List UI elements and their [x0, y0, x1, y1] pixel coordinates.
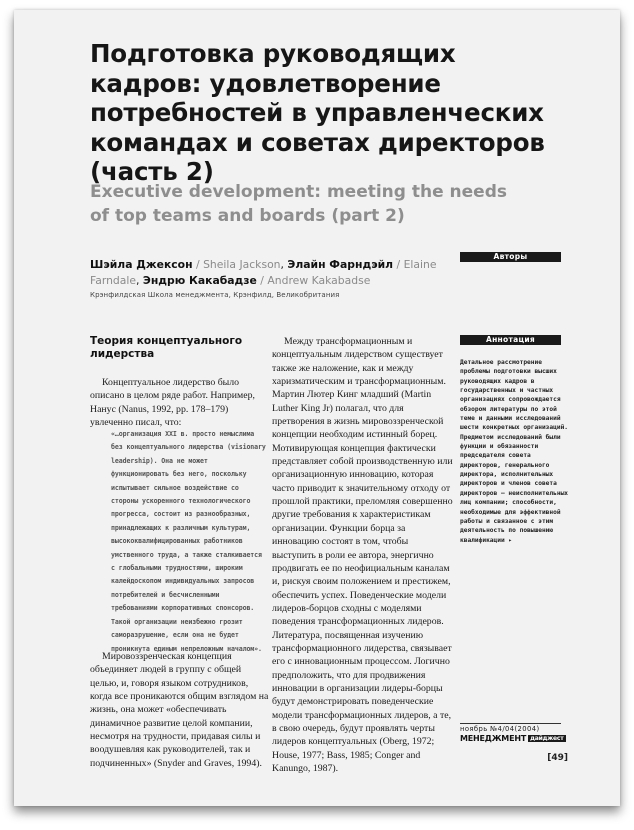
journal-brand [460, 734, 564, 743]
column-1-quote: «…организация XXI в. просто немыслима без концептуального лидерства (visionary leadership). Она не может функционировать без него, поскольку испытывает сильное воздействие со стороны ускоренного технологического прогресса, состоит из разнообразных, принадлежащих к различным культурам, высококвалифицированных работников умственного труда, а также сталкивается с глобальными трудностями, широким калейдоскопом индивидуальных запросов потребителей и бесчисленными требованиями корпоративных спонсоров. Такой организации неизбежно грозит саморазрушение, если она не будет проникнута единым непреложным началом». [111, 430, 266, 653]
authors-label-bar: Авторы [460, 252, 561, 262]
page-number: [49] [547, 753, 568, 763]
author-2-en: Elaine Farndale [90, 258, 437, 287]
author-affiliation: Крэнфилдская Школа менеджмента, Крэнфилд, Великобритания [90, 291, 340, 299]
column-2-text: Между трансформационным и концептуальным лидерством существует также же наложение, как и между харизматическим и трансформационным. Мартин Лютер Кинг младший (Martin Luther King Jr) полагал, что для претворения в жизнь мировоззренческой концепции необходим истинный борец. Мотивирующая концепция фактически представляет собой производственную или организационную инновацию, которая часто приводит к значительному отходу от прошлой практики, преломляя совершенно другие требования к характеристикам организации. Функции борца за инновацию состоят в том, чтобы выступить в роли ее автора, энергично продвигать ее по неофициальным каналам и, рискуя своим положением и престижем, обеспечить успех. Поведенческие модели лидеров-борцов сходны с моделями поведения трансформационных лидеров. Литература, посвященная изучению трансформационного лидерства, связывает его с инновационным процессом. Логично предположить, что для продвижения инновации в организации лидеры-борцы будут демонстрировать поведенческие модели трансформационных лидеров, а те, в свою очередь, будут проявлять черты лидеров концептуальных (Oberg, 1972; House, 1977; Bass, 1985; Conger and Kanungo, 1987). [272, 336, 453, 774]
section-heading: Теория концептуального лидерства [90, 335, 243, 360]
abstract-text: Детальное рассмотрение проблемы подготовки высших руководящих кадров в государственных и частных организациях сопровождается обзором литературы по этой теме и данными исследований шести конкретных организаций. Предметом исследований были функции и обязанности председателя совета директоров, генерального директора, исполнительных директоров и членов совета директоров — неисполнительных лиц компании; способности, необходимые для эффективной работы и связанное с этим деятельность по повышению квалификации ▸ [460, 359, 569, 544]
author-2-ru: Элайн Фарндэйл [287, 258, 394, 271]
issue-info: ноябрь №4/04(2004) [460, 723, 561, 733]
column-1-paragraph-1: Концептуальное лидерство было описано в целом ряде работ. Например, Нанус (Nanus, 1992, pp. 178–179) увлеченно писал, что: [90, 377, 255, 429]
article-title-english: Executive development: meeting the needs of top teams and boards (part 2) [90, 182, 507, 226]
document-page [14, 10, 620, 806]
author-list: Шэйла Джексон / Sheila Jackson, Элайн Фарндэйл / Elaine Farndale, Эндрю Какабадзе / Andrew Kakabadse [90, 258, 437, 287]
author-1-en: Sheila Jackson [203, 258, 281, 271]
journal-name: МЕНЕДЖМЕНТ [460, 734, 527, 743]
author-1-ru: Шэйла Джексон [90, 258, 193, 271]
journal-tag: дайджест [530, 735, 564, 742]
author-3-ru: Эндрю Какабадзе [142, 273, 257, 287]
article-title-russian: Подготовка руководящих кадров: удовлетворение потребностей в управленческих командах и советах директоров (часть 2) [90, 39, 545, 186]
author-3-en: Andrew Kakabadse [267, 273, 371, 287]
column-1-paragraph-2: Мировоззренческая концепция объединяет людей в группу с общей целью, и, говоря языком сотрудников, когда все проникаются общим взглядом на жизнь, она может «обеспечивать динамичное развитие целой компании, несмотря на трудности, придавая силы и воодушевляя как руководителей, так и подчиненных» (Snyder and Graves, 1994). [90, 651, 269, 769]
abstract-label-bar: Аннотация [460, 335, 561, 345]
